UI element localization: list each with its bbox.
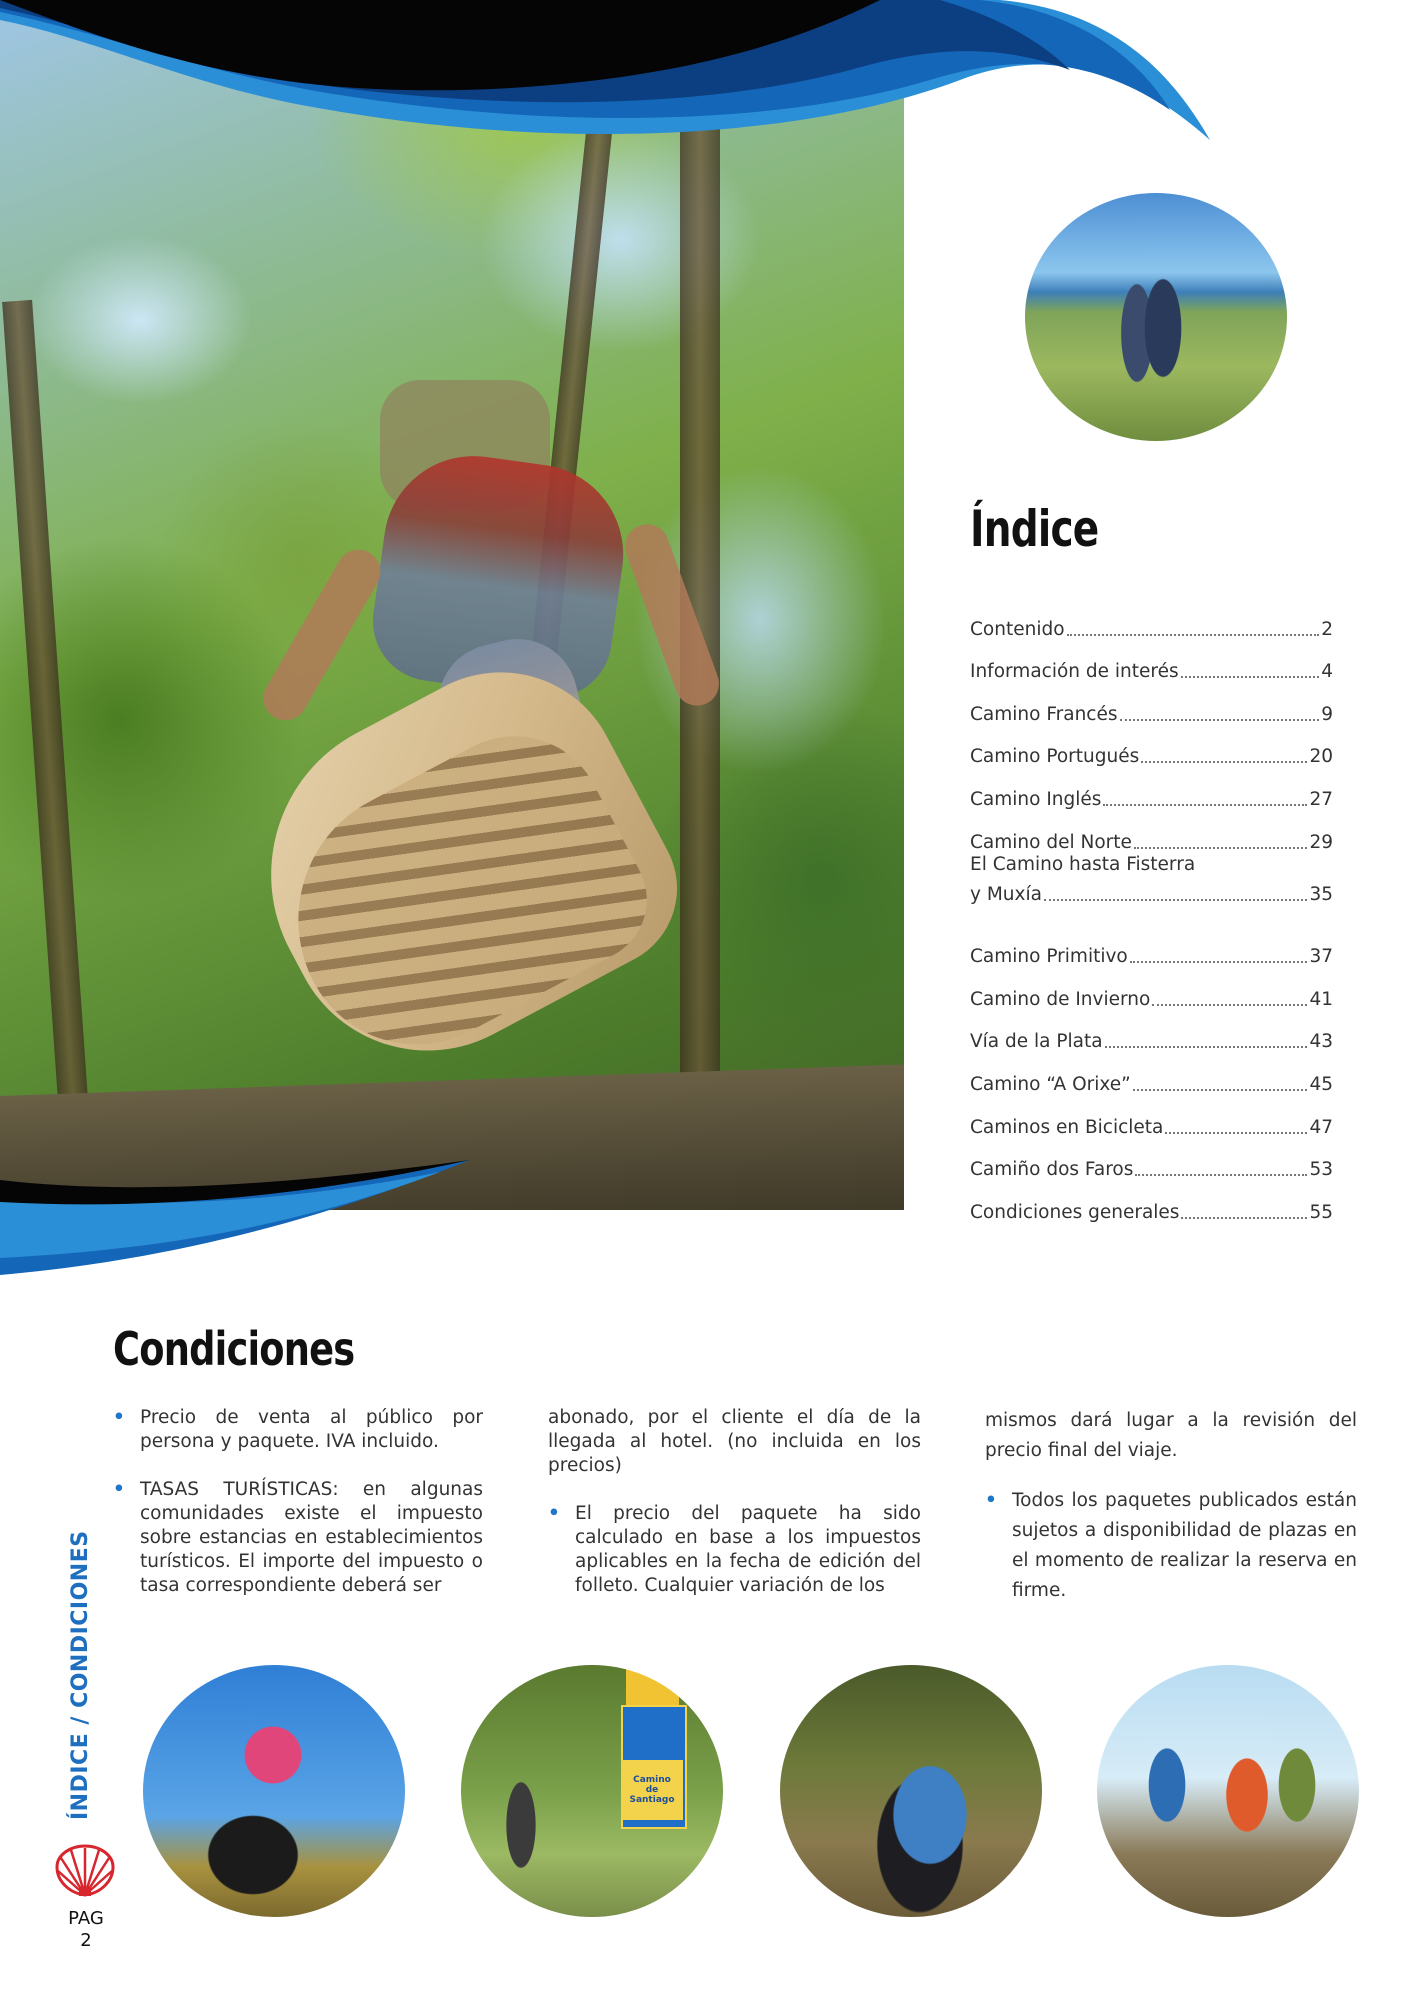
toc-leader-dots xyxy=(1141,761,1307,763)
toc-entry-page: 9 xyxy=(1321,703,1333,725)
condition-bullet-price: • Precio de venta al público por persona y paquete. IVA incluido. xyxy=(113,1406,483,1454)
page-number-block xyxy=(60,1908,112,1952)
index-table-of-contents xyxy=(970,598,1333,1224)
group-of-hikers-photo xyxy=(1097,1665,1359,1917)
toc-entry-title: Camino Portugués xyxy=(970,746,1140,768)
toc-leader-dots xyxy=(1130,961,1308,963)
toc-entry-title: Camino Primitivo xyxy=(970,946,1128,968)
hiker-backpack-photo xyxy=(780,1665,1042,1917)
toc-entry-title: Vía de la Plata xyxy=(970,1031,1103,1053)
toc-leader-dots xyxy=(1133,1089,1308,1091)
toc-entry-title: Condiciones generales xyxy=(970,1201,1180,1223)
toc-leader-dots xyxy=(1105,1046,1308,1048)
condition-bullet-package-price: • El precio del paquete ha sido calculado en base a los impuestos aplicables en la fecha de edición del folleto. Cualquier variación de los xyxy=(548,1502,921,1598)
toc-leader-dots xyxy=(1135,1174,1307,1176)
toc-leader-dots xyxy=(1181,676,1320,678)
toc-entry[interactable] xyxy=(970,1011,1333,1054)
condition-bullet-tourist-tax: • TASAS TURÍSTICAS: en algunas comunidades existe el impuesto sobre estancias en establecimientos turísticos. El importe del impuesto o tasa correspondiente deberá ser xyxy=(113,1478,483,1598)
toc-entry[interactable] xyxy=(970,926,1333,969)
pilgrim-with-sign-photo xyxy=(461,1665,723,1917)
toc-entry-page: 2 xyxy=(1321,618,1333,640)
condition-continuation: mismos dará lugar a la revisión del precio final del viaje. xyxy=(985,1410,1357,1461)
toc-entry-title: Camino de Invierno xyxy=(970,988,1151,1010)
camino-sign-plate xyxy=(621,1760,683,1820)
toc-entry-page: 41 xyxy=(1309,988,1333,1010)
toc-entry[interactable] xyxy=(970,598,1333,641)
toc-entry-title: Camiño dos Faros xyxy=(970,1159,1134,1181)
sign-text: Camino xyxy=(633,1775,671,1785)
toc-leader-dots xyxy=(1152,1004,1307,1006)
hikers-on-ridge-photo xyxy=(1025,193,1287,441)
toc-entry-page: 29 xyxy=(1309,831,1333,853)
toc-leader-dots xyxy=(1067,634,1320,636)
toc-entry[interactable] xyxy=(970,726,1333,769)
toc-entry[interactable] xyxy=(970,1053,1333,1096)
toc-entry-page: 53 xyxy=(1309,1159,1333,1181)
toc-entry-title: Contenido xyxy=(970,618,1065,640)
toc-entry[interactable] xyxy=(970,1181,1333,1224)
toc-entry[interactable] xyxy=(970,811,1333,854)
toc-entry-page: 47 xyxy=(1309,1116,1333,1138)
toc-leader-dots xyxy=(1044,899,1308,901)
sign-text: de xyxy=(645,1785,659,1795)
condition-bullet-availability: • Todos los paquetes publicados están sujetos a disponibilidad de plazas en el momento de realizar la reserva en firme. xyxy=(985,1486,1357,1606)
page-label: PAG xyxy=(68,1908,104,1929)
toc-entry-title: Camino Francés xyxy=(970,703,1118,725)
toc-entry[interactable] xyxy=(970,683,1333,726)
toc-entry[interactable] xyxy=(970,1096,1333,1139)
toc-entry[interactable] xyxy=(970,768,1333,811)
cyclist-photo xyxy=(143,1665,405,1917)
toc-leader-dots xyxy=(1120,719,1320,721)
toc-entry-title: Camino “A Orixe” xyxy=(970,1073,1131,1095)
toc-entry-title: Caminos en Bicicleta xyxy=(970,1116,1164,1138)
page-number: 2 xyxy=(80,1930,92,1951)
toc-entry-page: 43 xyxy=(1309,1031,1333,1053)
conditions-column-3 xyxy=(985,1406,1357,1626)
toc-entry[interactable] xyxy=(970,1139,1333,1182)
scallop-shell-icon xyxy=(54,1843,116,1898)
toc-entry-page: 27 xyxy=(1309,788,1333,810)
toc-leader-dots xyxy=(1103,804,1307,806)
section-side-label: ÍNDICE / CONDICIONES xyxy=(68,1530,93,1820)
toc-entry[interactable] xyxy=(970,641,1333,684)
bottom-wave-decoration xyxy=(0,1150,904,1280)
conditions-column-1 xyxy=(113,1406,483,1622)
toc-entry[interactable] xyxy=(970,854,1333,926)
toc-entry-page: 37 xyxy=(1309,946,1333,968)
index-heading: Índice xyxy=(970,500,1099,558)
toc-leader-dots xyxy=(1181,1217,1307,1219)
toc-leader-dots xyxy=(1165,1132,1307,1134)
condition-continuation: abonado, por el cliente el día de la llegada al hotel. (no incluida en los precios) xyxy=(548,1407,921,1476)
toc-entry[interactable] xyxy=(970,968,1333,1011)
conditions-heading: Condiciones xyxy=(113,1322,355,1376)
toc-entry-title-continued: y Muxía xyxy=(970,883,1042,905)
conditions-column-2 xyxy=(548,1406,921,1622)
sign-text: Santiago xyxy=(629,1795,675,1805)
toc-entry-page: 20 xyxy=(1309,746,1333,768)
toc-leader-dots xyxy=(1134,847,1308,849)
toc-entry-page: 4 xyxy=(1321,661,1333,683)
toc-entry-page: 45 xyxy=(1309,1073,1333,1095)
toc-entry-title: Información de interés xyxy=(970,661,1179,683)
toc-entry-page: 55 xyxy=(1309,1201,1333,1223)
toc-entry-title: Camino Inglés xyxy=(970,788,1102,810)
toc-entry-title: El Camino hasta Fisterra xyxy=(970,853,1196,875)
toc-entry-title: Camino del Norte xyxy=(970,831,1132,853)
toc-entry-page: 35 xyxy=(1309,883,1333,905)
